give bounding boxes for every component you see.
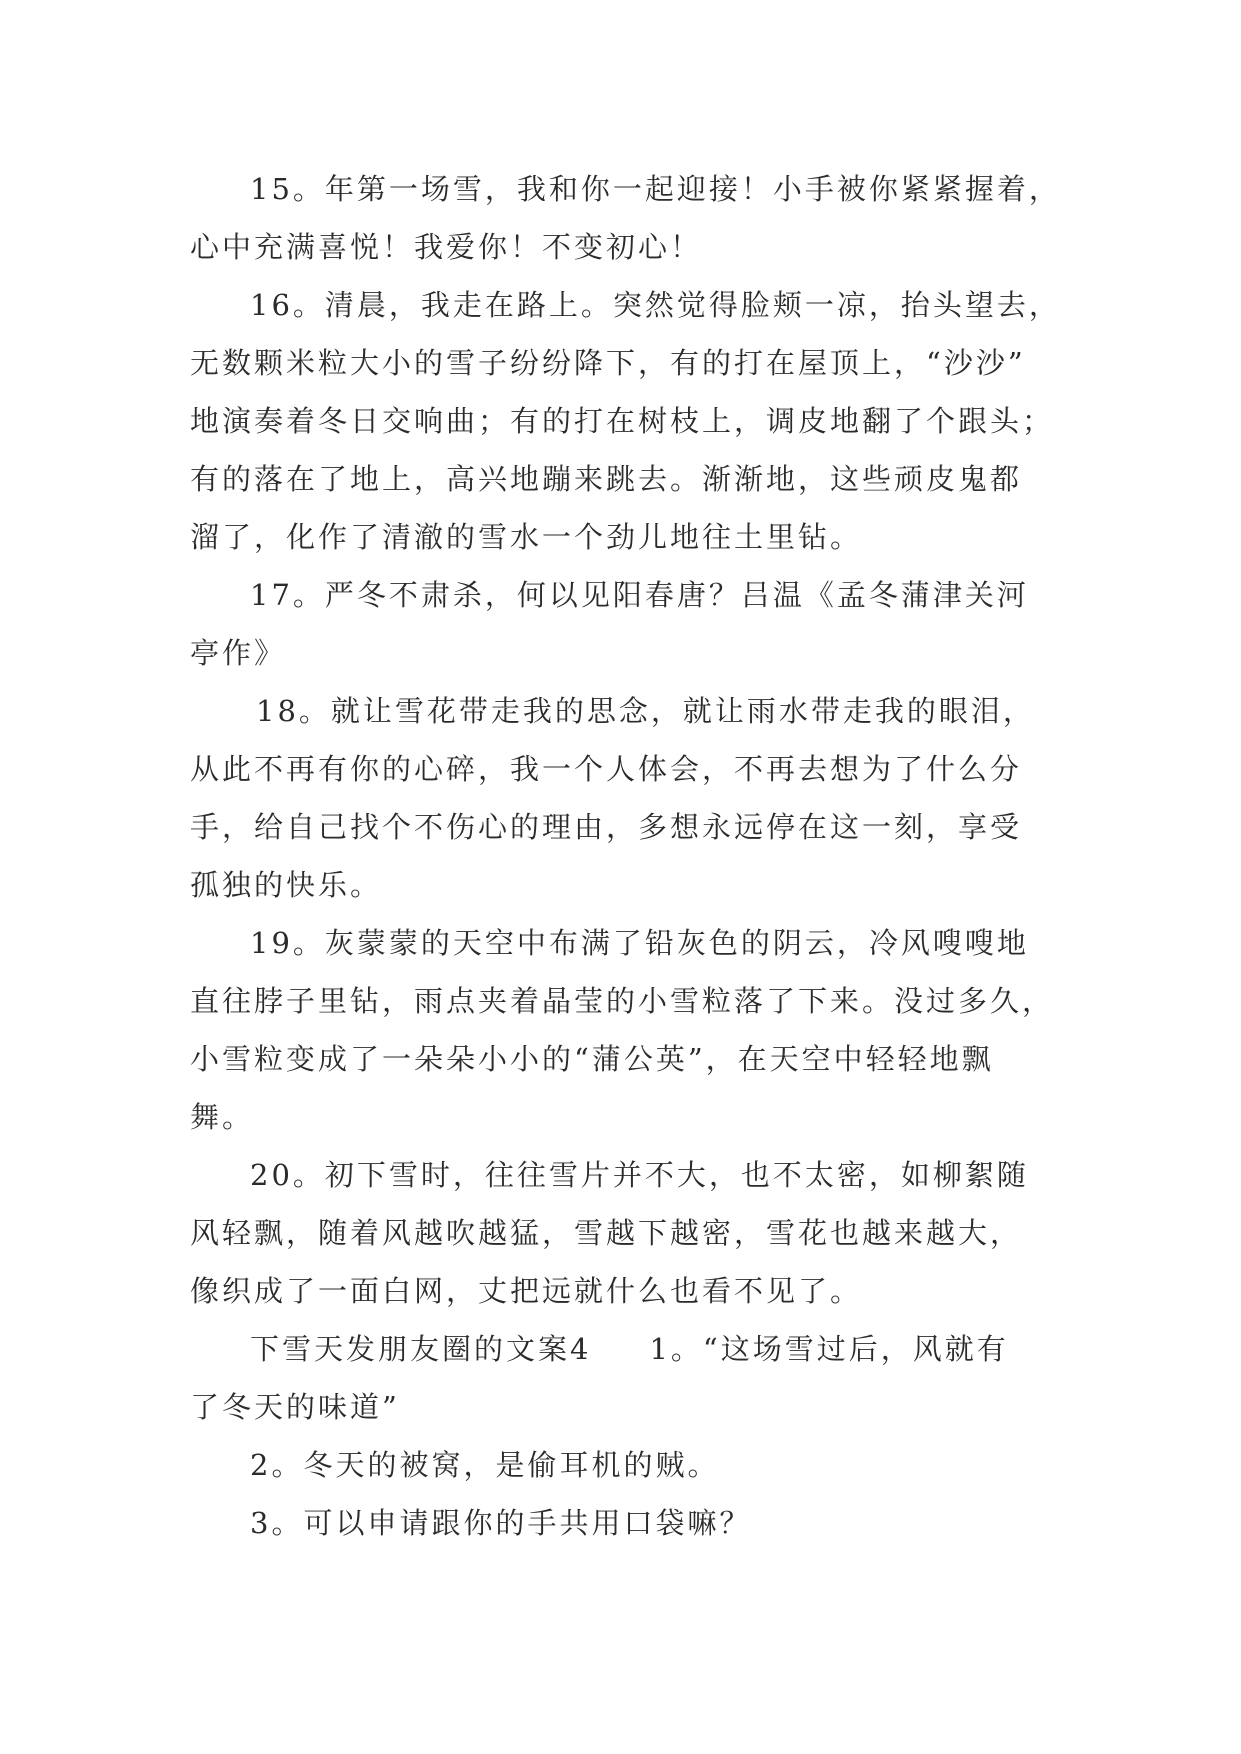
paragraph-line: 3。可以申请跟你的手共用口袋嘛？ [250, 1506, 752, 1540]
paragraph-line: 17。严冬不肃杀，何以见阳春唐？吕温《孟冬蒲津关河 [250, 578, 1029, 612]
paragraph-line: 2。冬天的被窝，是偷耳机的贼。 [250, 1448, 720, 1482]
paragraph-line: 18。就让雪花带走我的思念，就让雨水带走我的眼泪， [256, 694, 1035, 728]
paragraph-line: 从此不再有你的心碎，我一个人体会，不再去想为了什么分 [190, 752, 1023, 786]
paragraph-line: 风轻飘，随着风越吹越猛，雪越下越密，雪花也越来越大， [190, 1216, 1023, 1250]
document-body [190, 160, 1062, 1552]
paragraph-line: 15。年第一场雪，我和你一起迎接！小手被你紧紧握着， [250, 172, 1061, 206]
paragraph-line: 心中充满喜悦！我爱你！不变初心！ [190, 230, 703, 264]
section-heading: 下雪天发朋友圈的文案4 [250, 1332, 592, 1366]
paragraph-text: 1。“这场雪过后，风就有 [649, 1332, 1009, 1366]
paragraph-line: 溜了，化作了清澈的雪水一个劲儿地往土里钻。 [190, 520, 863, 554]
paragraph-line: 孤独的快乐。 [190, 868, 383, 902]
section-heading-line [190, 1320, 1062, 1378]
paragraph-line: 有的落在了地上，高兴地蹦来跳去。渐渐地，这些顽皮鬼都 [190, 462, 1023, 496]
paragraph-line: 亭作》 [190, 636, 287, 670]
paragraph-line: 20。初下雪时，往往雪片并不大，也不太密，如柳絮随 [250, 1158, 1029, 1192]
paragraph-line: 直往脖子里钻，雨点夹着晶莹的小雪粒落了下来。没过多久， [190, 984, 1055, 1018]
paragraph-line: 无数颗米粒大小的雪子纷纷降下，有的打在屋顶上，“沙沙” [190, 346, 1026, 380]
paragraph-line: 19。灰蒙蒙的天空中布满了铅灰色的阴云，冷风嗖嗖地 [250, 926, 1029, 960]
paragraph-line: 地演奏着冬日交响曲；有的打在树枝上，调皮地翻了个跟头； [190, 404, 1055, 438]
paragraph-line: 小雪粒变成了一朵朵小小的“蒲公英”，在天空中轻轻地飘 [190, 1042, 994, 1076]
paragraph-line: 了冬天的味道” [190, 1390, 400, 1424]
paragraph-line: 手，给自己找个不伤心的理由，多想永远停在这一刻，享受 [190, 810, 1023, 844]
paragraph-line: 舞。 [190, 1100, 255, 1134]
paragraph-line: 像织成了一面白网，丈把远就什么也看不见了。 [190, 1274, 863, 1308]
paragraph-line: 16。清晨，我走在路上。突然觉得脸颊一凉，抬头望去， [250, 288, 1061, 322]
